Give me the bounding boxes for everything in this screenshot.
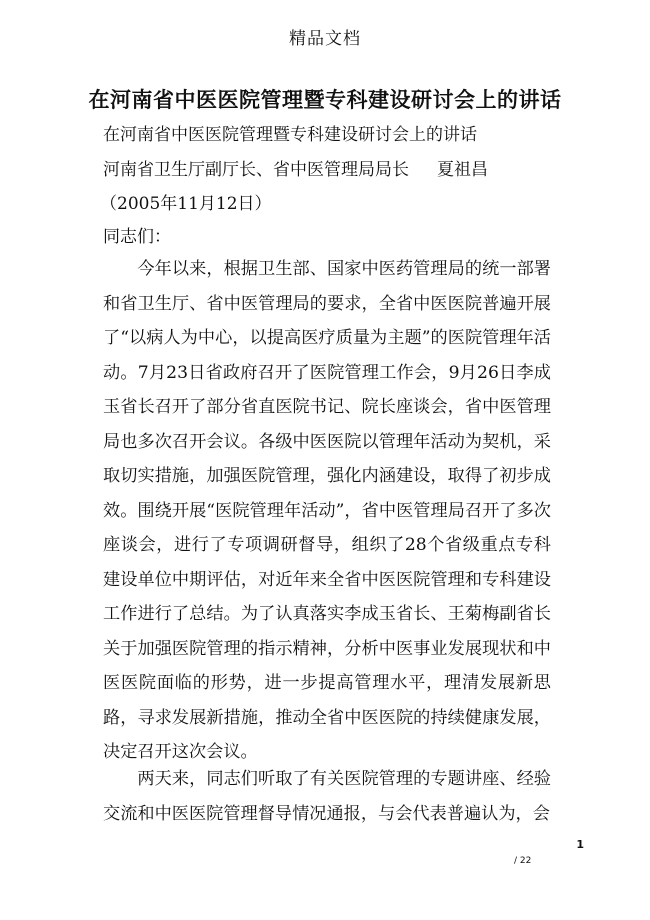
- page-total: / 22: [514, 856, 532, 866]
- page-number: 1: [576, 838, 584, 851]
- salutation: 同志们：: [103, 227, 171, 247]
- body-paragraph-1: 今年以来，根据卫生部、国家中医药管理局的统一部署和省卫生厅、省中医管理局的要求，全省中医医院普遍开展了“以病人为中心，以提高医疗质量为主题”的医院管理年活动。7月23日省政府召开了医院管理工作会，9月26日李成玉省长召开了部分省直医院书记、院长座谈会，省中医管理局也多次召开会议。各级中医医院以管理年活动为契机，采取切实措施，加强医院管理，强化内涵建设，取得了初步成效。围绕开展“医院管理年活动”，省中医管理局召开了多次座谈会，进行了专项调研督导，组织了28个省级重点专科建设单位中期评估，对近年来全省中医医院管理和专科建设工作进行了总结。为了认真落实李成玉省长、王菊梅副省长关于加强医院管理的指示精神，分析中医事业发展现状和中医医院面临的形势，进一步提高管理水平，理清发展新思路，寻求发展新措施，推动全省中医医院的持续健康发展，决定召开这次会议。: [103, 259, 551, 762]
- speech-date: （2005年11月12日）: [100, 194, 272, 214]
- author-position: 河南省卫生厅副厅长、省中医管理局局长: [103, 160, 409, 180]
- author-name: 夏祖昌: [437, 160, 488, 180]
- author-line: [103, 155, 488, 180]
- header-label: 精品文档: [289, 29, 361, 49]
- document-subtitle: 在河南省中医医院管理暨专科建设研讨会上的讲话: [103, 125, 477, 145]
- body-paragraph-2: 两天来，同志们听取了有关医院管理的专题讲座、经验交流和中医医院管理督导情况通报，与会代表普遍认为，会: [103, 769, 551, 824]
- document-title: 在河南省中医医院管理暨专科建设研讨会上的讲话: [88, 88, 562, 112]
